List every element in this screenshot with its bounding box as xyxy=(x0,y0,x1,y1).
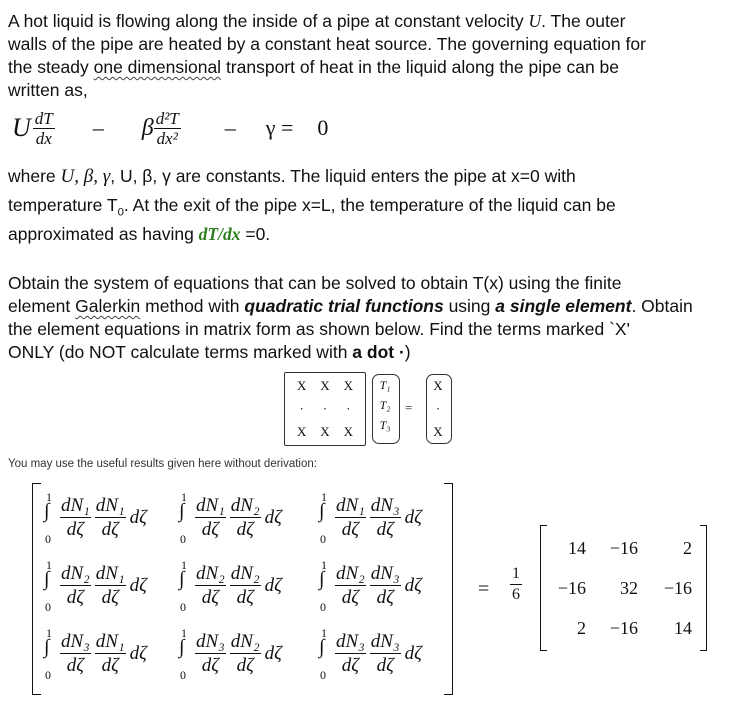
text: where xyxy=(8,166,61,186)
derivative-fraction xyxy=(335,496,366,539)
derivative-fraction xyxy=(60,564,91,607)
entry: X xyxy=(320,424,330,439)
frac-den: dζ xyxy=(66,655,84,676)
useful-results-note: You may use the useful results given here without derivation: xyxy=(8,458,317,470)
frac-num: dN₂ xyxy=(61,563,90,584)
derivative-fraction xyxy=(230,632,261,675)
derivative-fraction xyxy=(230,496,261,539)
derivative-fraction xyxy=(335,632,366,675)
integral-cell xyxy=(42,490,172,554)
emphasis: quadratic trial functions xyxy=(244,296,444,316)
dzeta: dζ xyxy=(264,506,282,528)
dzeta: dζ xyxy=(404,506,422,528)
text: =0. xyxy=(240,224,271,244)
text: Obtain the system of equations that can be solved to obtain T(x) using the finite xyxy=(8,273,622,293)
frac-num: dN₁ xyxy=(61,495,90,516)
text: A hot liquid is flowing along the inside of a pipe at constant velocity xyxy=(8,11,529,31)
entry: · xyxy=(322,401,328,416)
derivative-fraction xyxy=(60,632,91,675)
eq-minus: – xyxy=(224,115,236,140)
entry: · xyxy=(299,401,304,416)
integral-cell xyxy=(317,490,447,554)
entry: T₂ xyxy=(379,398,391,412)
matrix-value: −16 xyxy=(557,578,586,598)
left-bracket xyxy=(32,483,41,695)
values-right-bracket xyxy=(700,525,707,651)
entry: X xyxy=(320,378,330,393)
frac-num: dN₁ xyxy=(95,563,125,584)
one-sixth xyxy=(510,566,522,603)
entry: X xyxy=(343,424,354,439)
frac-num: dN₃ xyxy=(370,495,400,516)
frac-den: dζ xyxy=(66,587,84,608)
var-U: U xyxy=(528,11,542,31)
integral-cell xyxy=(177,490,307,554)
lower-limit: 0 xyxy=(320,668,326,682)
text: using xyxy=(443,296,496,316)
derivative-fraction xyxy=(60,496,91,539)
derivative-fraction xyxy=(335,564,366,607)
dzeta: dζ xyxy=(404,642,422,664)
integral-sign: ∫ xyxy=(179,636,185,658)
dzeta: dζ xyxy=(264,574,282,596)
integral-cell xyxy=(177,558,307,622)
frac-den: dζ xyxy=(101,655,119,676)
text: ONLY (do NOT calculate terms marked with xyxy=(8,342,353,362)
frac-num: 1 xyxy=(510,566,522,585)
frac-num: dN₃ xyxy=(370,631,400,652)
frac-num: dN₁ xyxy=(95,495,125,516)
eq-d2Tdx2 xyxy=(154,110,181,147)
integral-cell xyxy=(317,626,447,690)
lower-limit: 0 xyxy=(180,532,186,546)
frac-den: dζ xyxy=(376,655,394,676)
entry: · xyxy=(435,401,441,416)
integral-matrix xyxy=(42,490,442,690)
lower-limit: 0 xyxy=(45,600,51,614)
text: written as, xyxy=(8,80,88,100)
entry: X xyxy=(433,424,443,439)
lower-limit: 0 xyxy=(45,668,51,682)
matrix-value: −16 xyxy=(609,618,638,638)
subscript: 0 xyxy=(117,206,124,219)
dzeta: dζ xyxy=(129,506,147,528)
frac-num: dN₃ xyxy=(336,631,365,652)
frac-den: dζ xyxy=(376,587,394,608)
lower-limit: 0 xyxy=(180,668,186,682)
element-matrix-equation xyxy=(280,372,460,446)
derivative-fraction xyxy=(95,632,126,675)
text: , xyxy=(110,166,120,186)
derivative-fraction xyxy=(230,564,261,607)
frac-den: 6 xyxy=(512,586,520,603)
integral-sign: ∫ xyxy=(319,568,325,590)
integral-sign: ∫ xyxy=(44,636,50,658)
upper-limit: 1 xyxy=(321,490,327,504)
frac-den: dζ xyxy=(236,519,254,540)
text: . At the exit of the pipe x=L, the temperature of the liquid can be xyxy=(123,195,616,215)
upper-limit: 1 xyxy=(321,626,327,640)
problem-paragraph xyxy=(8,10,748,102)
entry: X xyxy=(296,378,307,393)
dzeta: dζ xyxy=(404,574,422,596)
derivative-fraction xyxy=(195,496,226,539)
lower-limit: 0 xyxy=(320,532,326,546)
integral-sign: ∫ xyxy=(179,500,185,522)
frac-num: dN₂ xyxy=(230,495,260,516)
where-paragraph xyxy=(8,162,748,249)
matrix-value: 2 xyxy=(577,618,586,638)
entry: X xyxy=(296,424,307,439)
frac-num: dN₂ xyxy=(196,563,225,584)
integral-sign: ∫ xyxy=(44,568,50,590)
frac-den: dζ xyxy=(101,519,119,540)
lower-limit: 0 xyxy=(180,600,186,614)
frac-den: dζ xyxy=(101,587,119,608)
frac-num: dN₃ xyxy=(370,563,400,584)
text: ) xyxy=(404,342,411,362)
matrix-value: 14 xyxy=(568,538,586,558)
vars-italic: U, β, γ xyxy=(60,166,111,187)
dzeta: dζ xyxy=(129,574,147,596)
eq-num: dT xyxy=(34,108,53,128)
integral-sign: ∫ xyxy=(44,500,50,522)
frac-den: dζ xyxy=(376,519,394,540)
frac-den: dζ xyxy=(201,519,219,540)
eq-num: d²T xyxy=(155,108,179,128)
text: element xyxy=(8,296,76,316)
eq-U: U xyxy=(12,113,31,142)
integral-sign: ∫ xyxy=(179,568,185,590)
text: transport of heat in the liquid along the pipe can be xyxy=(221,57,619,77)
integral-sign: ∫ xyxy=(319,500,325,522)
integral-cell xyxy=(177,626,307,690)
eq-zero: 0 xyxy=(317,115,329,140)
frac-den: dζ xyxy=(236,587,254,608)
frac-num: dN₃ xyxy=(196,631,225,652)
derivative-fraction xyxy=(95,564,126,607)
entry: T₁ xyxy=(379,378,391,392)
text: the element equations in matrix form as shown below. Find the terms marked `X' xyxy=(8,319,630,339)
dTdx-green: dT/dx xyxy=(198,224,241,244)
upper-limit: 1 xyxy=(46,490,52,504)
entry: X xyxy=(433,378,443,393)
lower-limit: 0 xyxy=(320,600,326,614)
integral-cell xyxy=(317,558,447,622)
text: temperature T xyxy=(8,195,118,215)
entry: T₃ xyxy=(379,418,391,432)
matrix-entries xyxy=(290,378,360,440)
frac-num: dN₃ xyxy=(61,631,90,652)
integral-cell xyxy=(42,558,172,622)
text: approximated as having xyxy=(8,224,199,244)
governing-equation xyxy=(12,108,328,148)
derivative-fraction xyxy=(195,564,226,607)
emphasis: a single element xyxy=(495,296,632,316)
derivative-fraction xyxy=(370,632,401,675)
lower-limit: 0 xyxy=(45,532,51,546)
frac-den: dζ xyxy=(341,519,359,540)
dzeta: dζ xyxy=(129,642,147,664)
task-paragraph xyxy=(8,272,750,364)
text: U, β, γ are constants. The liquid enters the pipe at x=0 with xyxy=(119,166,576,186)
frac-den: dζ xyxy=(341,587,359,608)
derivative-fraction xyxy=(370,496,401,539)
matrix-value: 14 xyxy=(674,618,692,638)
upper-limit: 1 xyxy=(181,626,187,640)
text: . Obtain xyxy=(631,296,693,316)
equals: = xyxy=(405,400,413,415)
matrix-value: 32 xyxy=(620,578,638,598)
frac-num: dN₁ xyxy=(336,495,365,516)
matrix-value: 2 xyxy=(683,538,692,558)
frac-num: dN₂ xyxy=(230,563,260,584)
frac-den: dζ xyxy=(236,655,254,676)
text: the steady xyxy=(8,57,94,77)
frac-den: dζ xyxy=(66,519,84,540)
frac-num: dN₁ xyxy=(196,495,225,516)
matrix-value: −16 xyxy=(663,578,692,598)
eq-gamma: γ = xyxy=(265,115,294,140)
text: method with xyxy=(140,296,245,316)
text: walls of the pipe are heated by a constant heat source. The governing equation for xyxy=(8,34,646,54)
spellcheck-word: Galerkin xyxy=(75,296,141,316)
matrix-value: −16 xyxy=(609,538,638,558)
upper-limit: 1 xyxy=(46,626,52,640)
integral-sign: ∫ xyxy=(319,636,325,658)
dzeta: dζ xyxy=(264,642,282,664)
eq-minus: – xyxy=(92,115,104,140)
frac-num: dN₂ xyxy=(336,563,365,584)
integral-cell xyxy=(42,626,172,690)
text: . The outer xyxy=(541,11,626,31)
equals: = xyxy=(478,578,490,600)
eq-den: dx xyxy=(35,128,52,148)
values-matrix xyxy=(546,530,700,644)
derivative-fraction xyxy=(370,564,401,607)
upper-limit: 1 xyxy=(321,558,327,572)
rhs-vector xyxy=(426,378,450,440)
frac-num: dN₁ xyxy=(95,631,125,652)
derivative-fraction xyxy=(95,496,126,539)
frac-den: dζ xyxy=(341,655,359,676)
upper-limit: 1 xyxy=(181,490,187,504)
derivative-fraction xyxy=(195,632,226,675)
entry: X xyxy=(343,378,354,393)
entry: · xyxy=(346,401,351,416)
emphasis: a dot · xyxy=(352,342,405,362)
spellcheck-word: one dimensional xyxy=(93,57,222,77)
frac-den: dζ xyxy=(201,587,219,608)
frac-den: dζ xyxy=(201,655,219,676)
frac-num: dN₂ xyxy=(230,631,260,652)
T-vector xyxy=(372,378,398,433)
upper-limit: 1 xyxy=(46,558,52,572)
upper-limit: 1 xyxy=(181,558,187,572)
eq-beta: β xyxy=(141,114,154,141)
eq-den: dx² xyxy=(156,128,178,148)
eq-dTdx xyxy=(33,110,55,147)
